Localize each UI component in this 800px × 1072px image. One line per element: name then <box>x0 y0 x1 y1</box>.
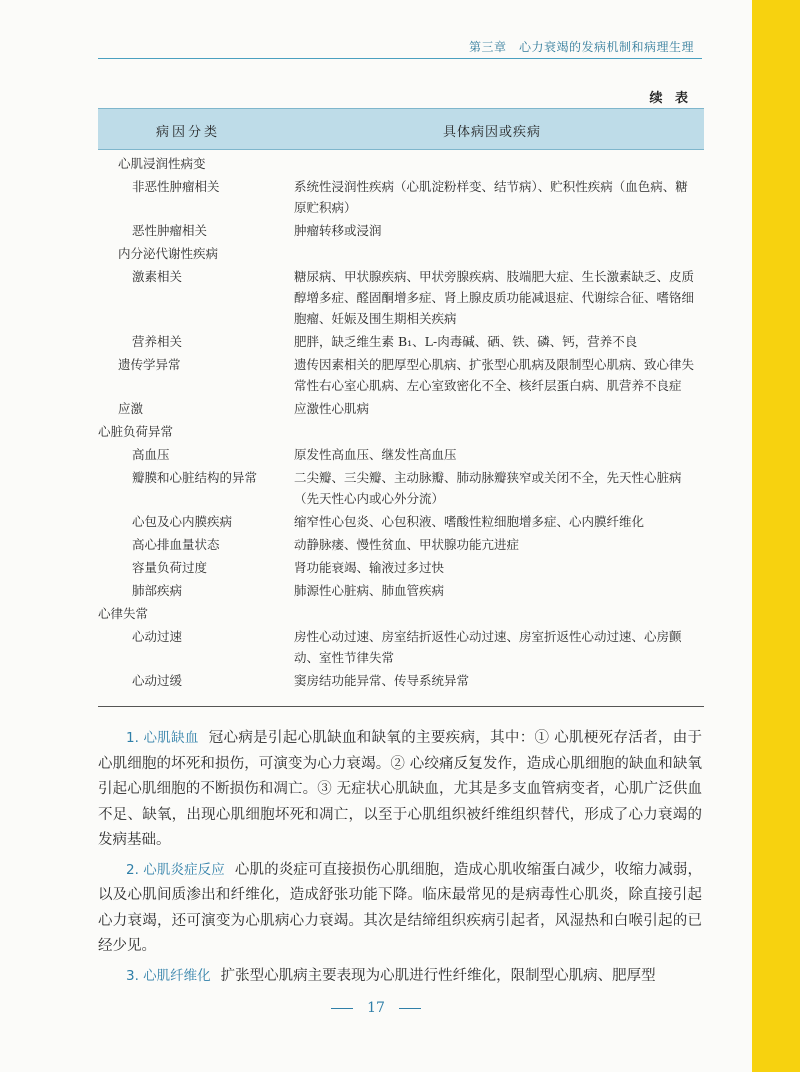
header-specific-disease: 具体病因或疾病 <box>443 125 542 140</box>
page-footer <box>0 1000 752 1016</box>
header-rule <box>98 58 702 59</box>
table-row <box>98 397 704 420</box>
disease-detail-cell: 肿瘤转移或浸润 <box>294 223 382 238</box>
table-row <box>98 330 704 353</box>
paragraph-heading: 3. 心肌纤维化 <box>126 967 211 984</box>
footer-dash-right <box>399 1008 421 1009</box>
cause-category-cell: 激素相关 <box>132 269 183 284</box>
disease-detail-cell: 动静脉瘘、慢性贫血、甲状腺功能亢进症 <box>294 537 520 552</box>
cause-category-cell: 非恶性肿瘤相关 <box>132 179 220 194</box>
header-cause-category: 病因分类 <box>156 125 221 140</box>
cause-category-cell: 瓣膜和心脏结构的异常 <box>132 470 258 485</box>
table-row <box>98 466 704 510</box>
disease-detail-cell: 缩窄性心包炎、心包积液、嗜酸性粒细胞增多症、心内膜纤维化 <box>294 514 645 529</box>
paragraph-heading: 1. 心肌缺血 <box>126 730 199 746</box>
disease-detail-cell: 原发性高血压、继发性高血压 <box>294 447 457 462</box>
table-row <box>98 152 704 175</box>
cause-category-cell: 遗传学异常 <box>118 357 181 372</box>
disease-detail-cell: 二尖瓣、三尖瓣、主动脉瓣、肺动脉瓣狭窄或关闭不全，先天性心脏病（先天性心内或心外分流） <box>294 470 682 506</box>
cause-category-cell: 心包及心内膜疾病 <box>132 514 233 529</box>
disease-detail-cell: 肺源性心脏病、肺血管疾病 <box>294 583 445 598</box>
disease-detail-cell: 应激性心肌病 <box>294 401 370 416</box>
cause-category-cell: 心脏负荷异常 <box>98 424 174 439</box>
table-row <box>98 443 704 466</box>
table-row <box>98 265 704 330</box>
disease-detail-cell: 窦房结功能异常、传导系统异常 <box>294 673 470 688</box>
table-row <box>98 219 704 242</box>
cause-category-cell: 营养相关 <box>132 334 183 349</box>
cause-category-cell: 高心排血量状态 <box>132 537 220 552</box>
paragraph-text: 扩张型心肌病主要表现为心肌进行性纤维化，限制型心肌病、肥厚型 <box>220 967 656 984</box>
cause-category-cell: 心动过速 <box>132 629 183 644</box>
cause-category-cell: 内分泌代谢性疾病 <box>118 246 219 261</box>
table-row <box>98 579 704 602</box>
table-header <box>98 108 704 150</box>
table-row <box>98 242 704 265</box>
cause-category-cell: 恶性肿瘤相关 <box>132 223 208 238</box>
page-number: 17 <box>367 1000 385 1016</box>
disease-detail-cell <box>294 243 704 264</box>
paragraph-heading: 2. 心肌炎症反应 <box>126 861 225 878</box>
yellow-edge-strip <box>752 0 800 1072</box>
cause-category-cell: 肺部疾病 <box>132 583 183 598</box>
chapter-header: 第三章 心力衰竭的发病机制和病理生理 <box>468 40 694 54</box>
disease-detail-cell: 肾功能衰竭、输液过多过快 <box>294 560 445 575</box>
table-row <box>98 533 704 556</box>
table-row <box>98 669 704 692</box>
paragraph-text: 心肌的炎症可直接损伤心肌细胞，造成心肌收缩蛋白减少，收缩力减弱，以及心肌间质渗出和纤维化，造成舒张功能下降。临床最常见的是病毒性心肌炎，除直接引起心力衰竭，还可演变为心肌病心力衰竭。其次是结缔组织疾病引起者，风湿热和白喉引起的已经少见。 <box>98 861 703 954</box>
disease-detail-cell: 肥胖，缺乏维生素 B₁、L-肉毒碱、硒、铁、磷、钙，营养不良 <box>294 334 638 349</box>
cause-category-cell: 容量负荷过度 <box>132 560 208 575</box>
table-row <box>98 556 704 579</box>
paragraph-text: 冠心病是引起心肌缺血和缺氧的主要疾病，其中：① 心肌梗死存活者，由于心肌细胞的坏死和损伤，可演变为心力衰竭。② 心绞痛反复发作，造成心肌细胞的缺血和缺氧引起心肌细胞的不断损伤和凋亡。③ 无症状心肌缺血，尤其是多支血管病变者，心肌广泛供血不足、缺氧，出现心肌细胞坏死和凋亡，以至于心肌组织被纤维组织替代，形成了心力衰竭的发病基础。 <box>98 730 703 848</box>
disease-detail-cell <box>294 153 704 174</box>
body-paragraph <box>98 726 702 854</box>
table-bottom-rule <box>98 706 704 707</box>
table-continued-label: 续 表 <box>649 91 692 106</box>
body-text <box>98 726 702 993</box>
disease-detail-cell <box>294 603 704 624</box>
body-paragraph <box>98 964 702 990</box>
disease-detail-cell: 房性心动过速、房室结折返性心动过速、房室折返性心动过速、心房颤动、室性节律失常 <box>294 629 682 665</box>
cause-category-cell: 高血压 <box>132 447 170 462</box>
table-row <box>98 625 704 669</box>
footer-dash-left <box>331 1008 353 1009</box>
body-paragraph <box>98 858 702 960</box>
cause-category-cell: 心律失常 <box>98 606 149 621</box>
disease-detail-cell <box>294 421 704 442</box>
table-row <box>98 175 704 219</box>
cause-category-cell: 心肌浸润性病变 <box>118 156 206 171</box>
cause-category-cell: 应激 <box>118 401 144 416</box>
disease-detail-cell: 糖尿病、甲状腺疾病、甲状旁腺疾病、肢端肥大症、生长激素缺乏、皮质醇增多症、醛固酮增多症、肾上腺皮质功能减退症、代谢综合征、嗜铬细胞瘤、妊娠及围生期相关疾病 <box>294 269 695 326</box>
table-row <box>98 420 704 443</box>
table-body <box>98 152 704 692</box>
disease-detail-cell: 遗传因素相关的肥厚型心肌病、扩张型心肌病及限制型心肌病、致心律失常性右心室心肌病、左心室致密化不全、核纤层蛋白病、肌营养不良症 <box>294 357 695 393</box>
table-row <box>98 510 704 533</box>
table-row <box>98 602 704 625</box>
cause-category-cell: 心动过缓 <box>132 673 183 688</box>
disease-detail-cell: 系统性浸润性疾病（心肌淀粉样变、结节病）、贮积性疾病（血色病、糖原贮积病） <box>294 179 688 215</box>
table-row <box>98 353 704 397</box>
